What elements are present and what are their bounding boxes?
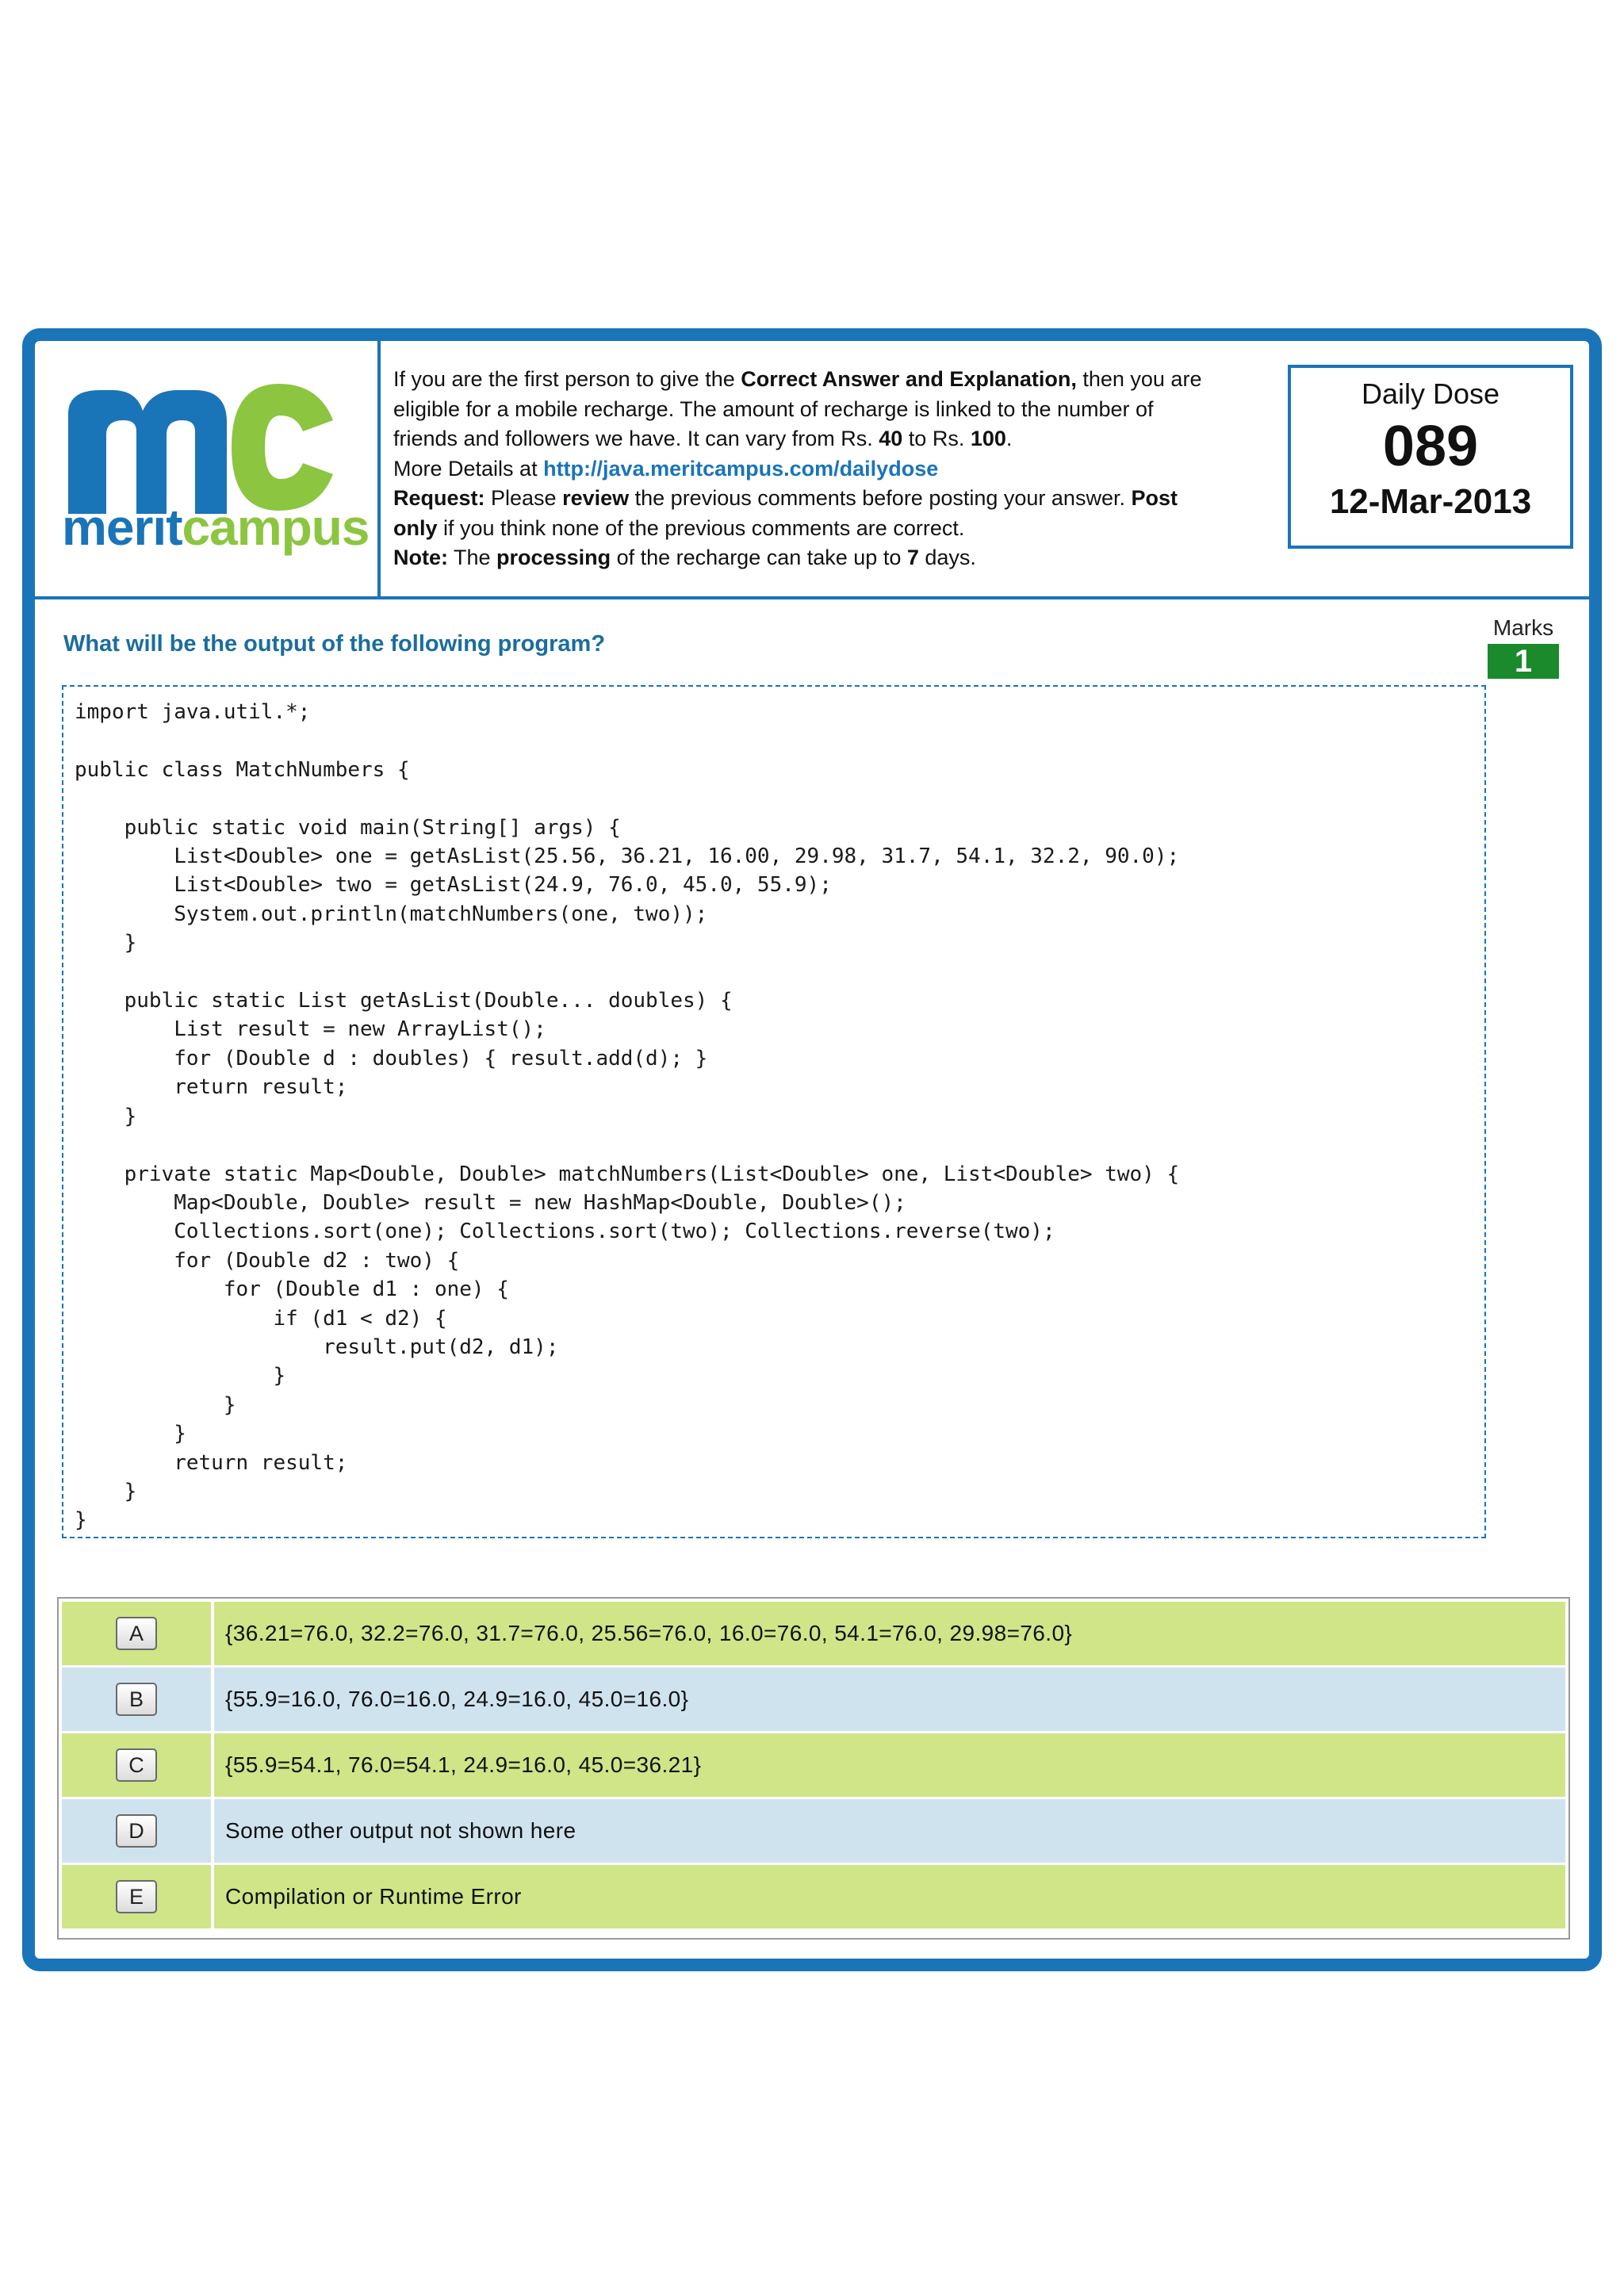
- option-b-key[interactable]: B: [116, 1683, 157, 1716]
- option-c-text: {55.9=54.1, 76.0=54.1, 24.9=16.0, 45.0=36.21}: [225, 1752, 702, 1777]
- info-line-2: eligible for a mobile recharge. The amount of recharge is linked to the number of: [393, 396, 1154, 421]
- option-c[interactable]: [62, 1733, 1565, 1797]
- option-e[interactable]: [62, 1865, 1565, 1928]
- info-line-5: Request: Please review the previous comments before posting your answer. Post: [393, 486, 1178, 510]
- logo-letter-c: [232, 384, 333, 511]
- brand-campus: campus: [182, 499, 370, 556]
- info-line-6: only if you think none of the previous comments are correct.: [393, 515, 965, 540]
- logo-letter-m: [68, 390, 227, 514]
- brand-logo[interactable]: [35, 341, 381, 596]
- option-b[interactable]: [62, 1668, 1565, 1731]
- info-line-3: friends and followers we have. It can vary from Rs. 40 to Rs. 100.: [393, 427, 1013, 450]
- brand-merit: merit: [62, 499, 182, 556]
- option-d-key[interactable]: D: [116, 1814, 157, 1848]
- info-line-1: If you are the first person to give the Correct Answer and Explanation, then you are: [393, 367, 1202, 391]
- daily-dose-number: 089: [1382, 415, 1479, 478]
- option-a-text: {36.21=76.0, 32.2=76.0, 31.7=76.0, 25.56=76.0, 16.0=76.0, 54.1=76.0, 29.98=76.0}: [225, 1621, 1073, 1645]
- recharge-info: [393, 365, 1234, 573]
- option-b-text: {55.9=16.0, 76.0=16.0, 24.9=16.0, 45.0=16.0}: [225, 1687, 689, 1711]
- option-b-key-cell: [62, 1668, 214, 1731]
- info-line-7: Note: The processing of the recharge can take up to 7 days.: [393, 546, 976, 569]
- code-text: import java.util.*; public class MatchNumbers { public static void main(String[] args) { List<Double> one = getAsList(25.56, 36.21, 16.00, 29.98, 31.7, 54.1, 32.2, 90.0); List<Double> two = getAsList(24.9, 76.0, 45.0, 55.9); System.out.println(matchNumbers(one, two)); } public static List getAsList(Double... doubles) { List result = new ArrayList(); for (Double d : doubles) { result.add(d); } return result; } private static Map<Double, Double> matchNumbers(List<Double> one, List<Double> two) { Map<Double, Double> result = new HashMap<Double, Double>(); Collections.sort(one); Collections.sort(two); Collections.reverse(two); for (Double d2 : two) { for (Double d1 : one) { if (d1 < d2) { result.put(d2, d1); } } } return result; } }: [75, 700, 1180, 1533]
- daily-dose-card: [22, 328, 1602, 1971]
- card-header: [35, 341, 1589, 599]
- option-a-key[interactable]: A: [116, 1617, 157, 1650]
- option-d-text: Some other output not shown here: [225, 1818, 576, 1843]
- option-e-key-cell: [62, 1865, 214, 1928]
- marks-box: [1488, 615, 1559, 679]
- option-d[interactable]: [62, 1799, 1565, 1863]
- option-e-text: Compilation or Runtime Error: [225, 1884, 522, 1909]
- answer-options: [57, 1597, 1570, 1940]
- option-e-key[interactable]: E: [116, 1880, 157, 1913]
- daily-dose-link[interactable]: http://java.meritcampus.com/dailydose: [543, 456, 939, 481]
- option-c-key-cell: [62, 1733, 214, 1797]
- code-block: [62, 685, 1486, 1538]
- option-d-key-cell: [62, 1799, 214, 1863]
- daily-dose-date: 12-Mar-2013: [1329, 482, 1532, 521]
- option-a-key-cell: [62, 1602, 214, 1665]
- option-c-key[interactable]: C: [116, 1748, 157, 1782]
- daily-dose-label: Daily Dose: [1361, 377, 1500, 410]
- brand-wordmark: [62, 498, 369, 557]
- info-line-4: More Details at http://java.meritcampus.com/dailydose: [393, 456, 939, 481]
- option-a[interactable]: [62, 1602, 1565, 1665]
- marks-label: Marks: [1492, 615, 1554, 640]
- daily-dose-box: [1288, 365, 1573, 549]
- marks-value: 1: [1488, 644, 1559, 679]
- question-text: What will be the output of the following program?: [63, 631, 606, 657]
